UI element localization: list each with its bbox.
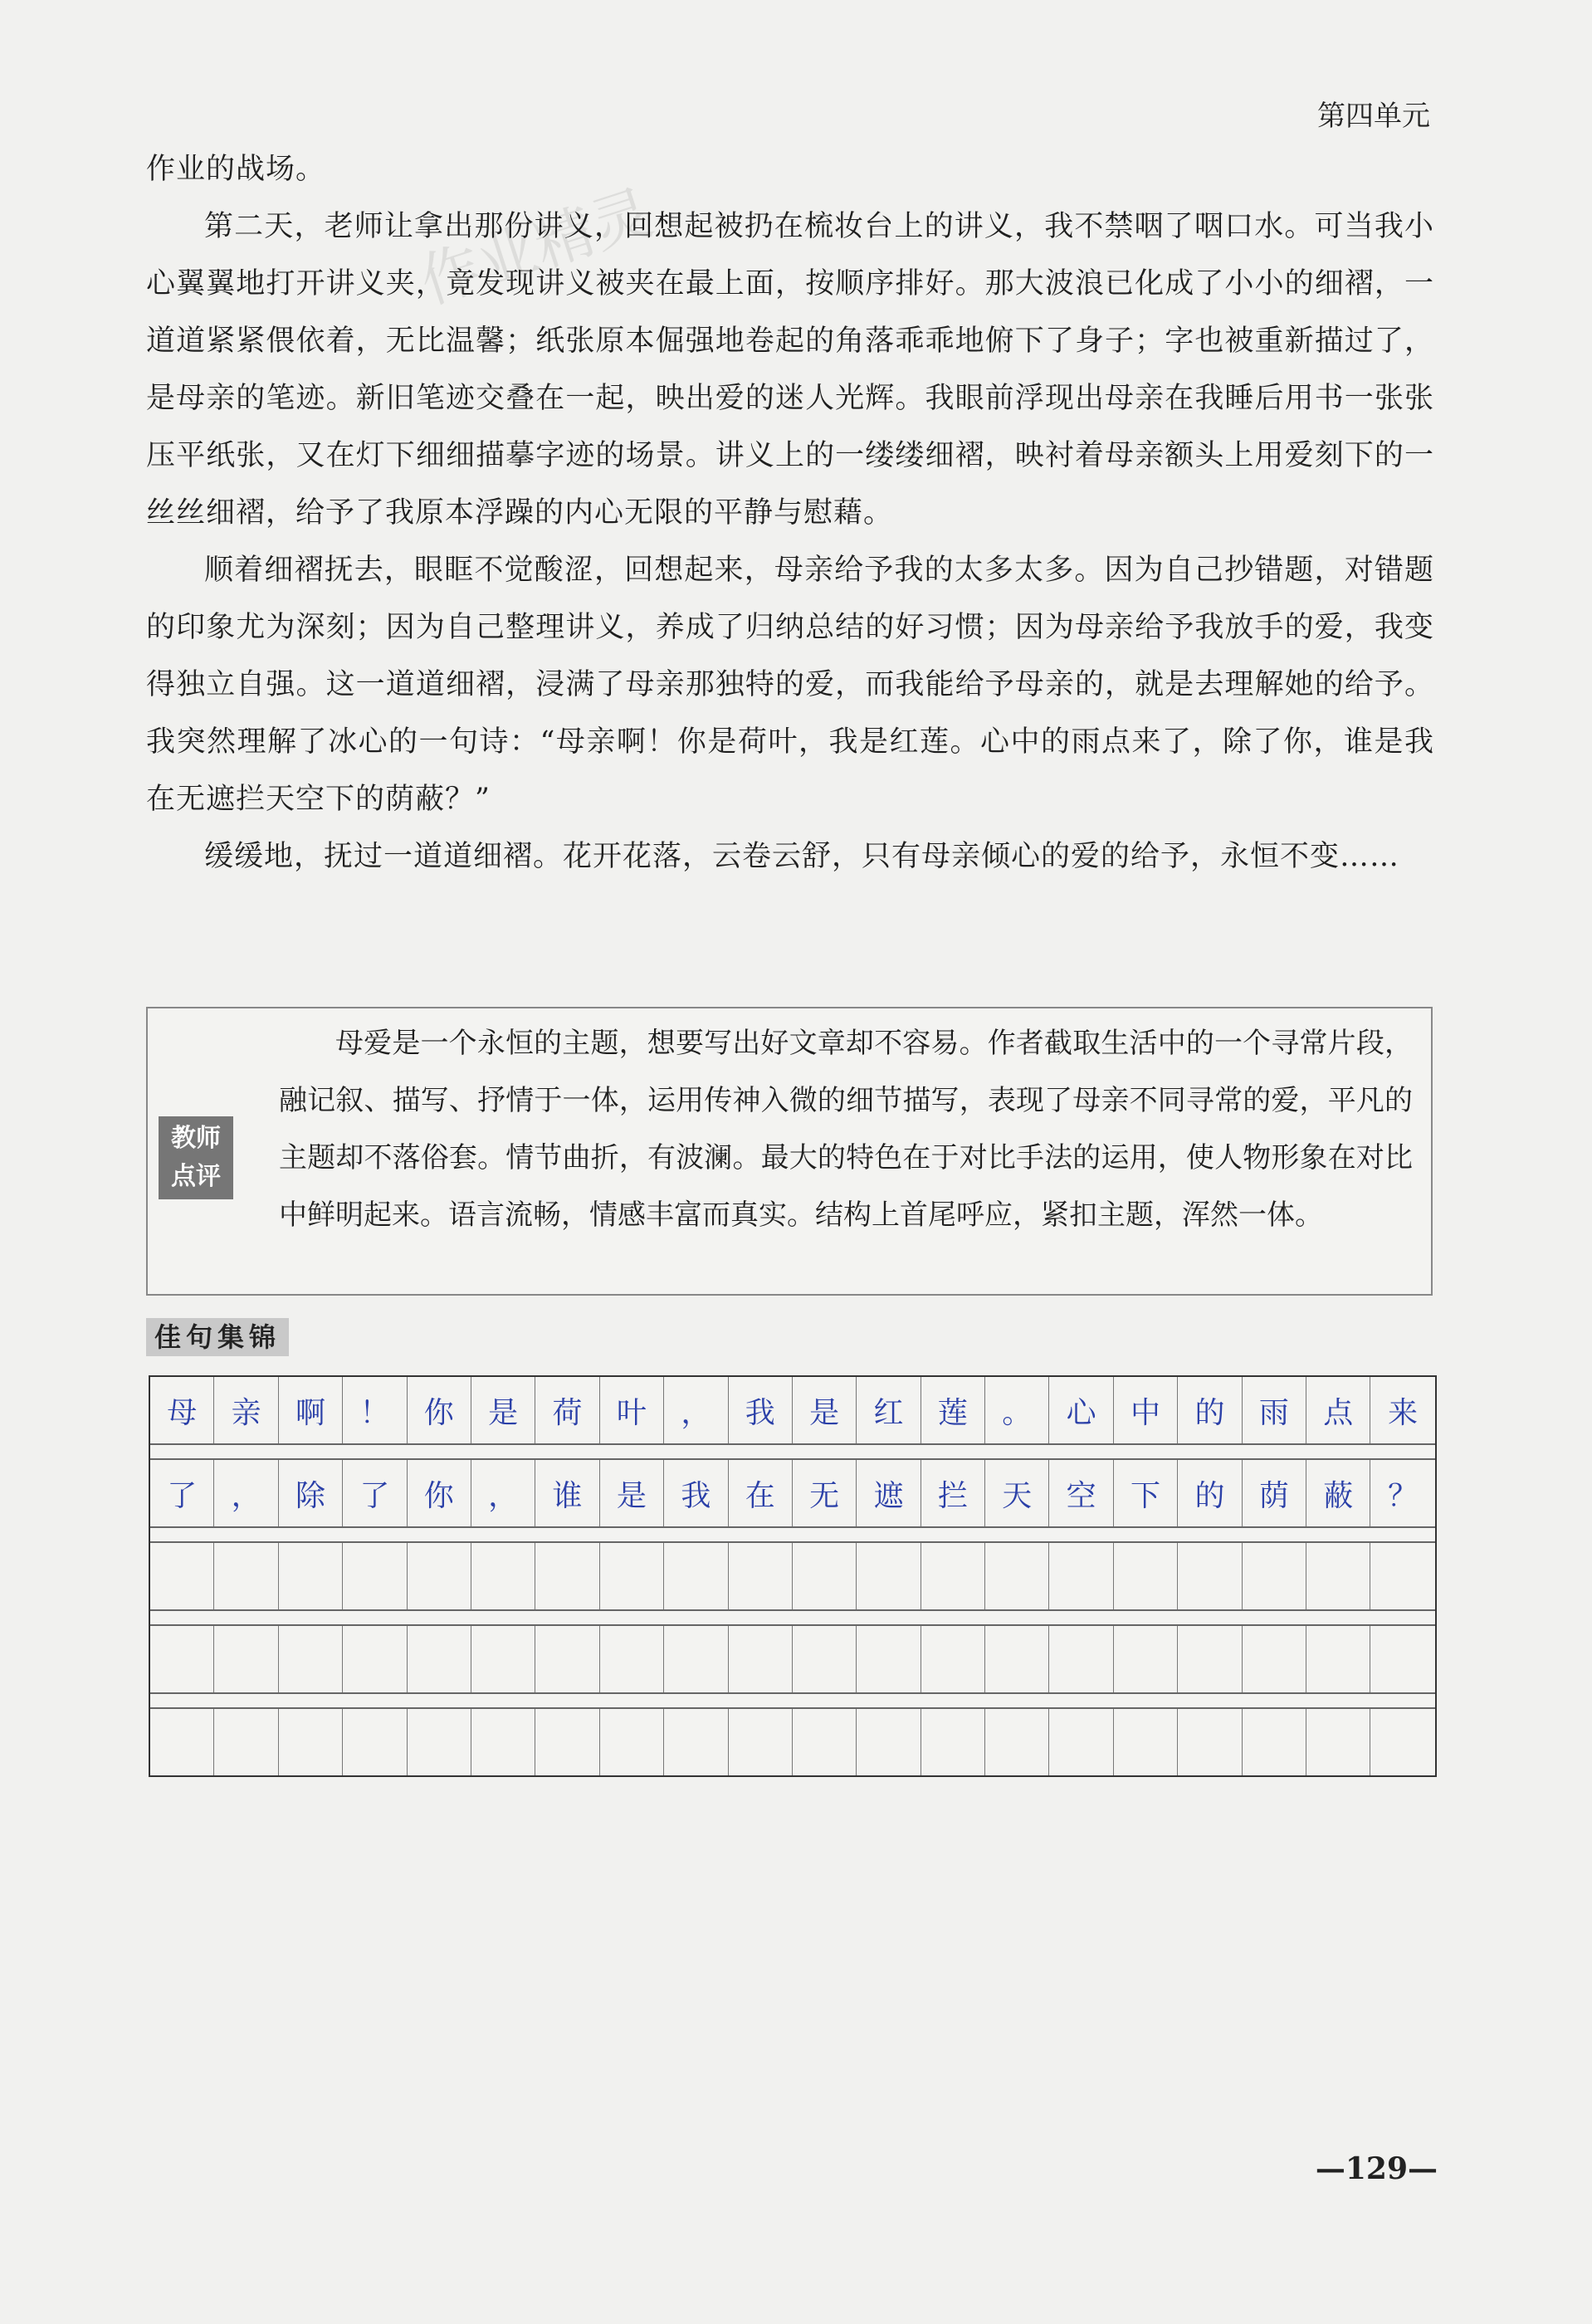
grid-cell [600,1626,664,1692]
grid-cell: 遮 [857,1460,921,1526]
grid-cell: 拦 [921,1460,985,1526]
grid-cell: 谁 [535,1460,599,1526]
essay-paragraph: 作业的战场。 [146,153,326,186]
grid-cell [857,1709,921,1775]
grid-cell: 雨 [1243,1377,1306,1443]
grid-cell [535,1626,599,1692]
grid-cell [535,1543,599,1609]
essay-paragraph: 顺着细褶抚去，眼眶不觉酸涩，回想起来，母亲给予我的太多太多。因为自己抄错题，对错题的印象尤为深刻；因为自己整理讲义，养成了归纳总结的好习惯；因为母亲给予我放手的爱，我变得独立自强。这一道道细褶，浸满了母亲那独特的爱，而我能给予母亲的，就是去理解她的给予。我突然理解了冰心的一句诗：“母亲啊！你是荷叶，我是红莲。心中的雨点来了，除了你，谁是我在无遮拦天空下的荫蔽？” [146,554,1434,816]
essay-paragraph: 第二天，老师让拿出那份讲义，回想起被扔在梳妆台上的讲义，我不禁咽了咽口水。可当我小心翼翼地打开讲义夹，竟发现讲义被夹在最上面，按顺序排好。那大波浪已化成了小小的细褶，一道道紧紧偎依着，无比温馨；纸张原本倔强地卷起的角落乖乖地俯下了身子；字也被重新描过了，是母亲的笔迹。新旧笔迹交叠在一起，映出爱的迷人光辉。我眼前浮现出母亲在我睡后用书一张张压平纸张，又在灯下细细描摹字迹的场景。讲义上的一缕缕细褶，映衬着母亲额头上用爱刻下的一丝丝细褶，给予了我原本浮躁的内心无限的平静与慰藉。 [146,210,1434,530]
grid-cell [921,1626,985,1692]
unit-header: 第四单元 [1317,100,1430,133]
grid-cell: 天 [985,1460,1049,1526]
grid-cell [1306,1626,1370,1692]
writing-grid [149,1375,1437,1777]
grid-cell: 荷 [535,1377,599,1443]
grid-cell: 叶 [600,1377,664,1443]
grid-cell [214,1543,278,1609]
grid-cell [1178,1626,1242,1692]
grid-cell [1370,1709,1434,1775]
grid-cell: ， [664,1377,728,1443]
grid-cell: 除 [279,1460,343,1526]
grid-cell: 是 [471,1377,535,1443]
grid-cell: 的 [1178,1460,1242,1526]
grid-cell [1306,1543,1370,1609]
grid-cell [408,1626,471,1692]
grid-cell [1049,1709,1113,1775]
grid-row [150,1626,1435,1694]
grid-cell [1114,1626,1178,1692]
grid-cell [471,1626,535,1692]
essay-paragraph: 缓缓地，抚过一道道细褶。花开花落，云卷云舒，只有母亲倾心的爱的给予，永恒不变…… [204,840,1400,873]
grid-cell [600,1709,664,1775]
grid-cell: ， [214,1460,278,1526]
grid-cell [985,1543,1049,1609]
grid-cell: 你 [408,1460,471,1526]
grid-cell [1178,1543,1242,1609]
grid-cell [471,1543,535,1609]
page-number: —129— [1315,2151,1438,2186]
grid-cell: 点 [1306,1377,1370,1443]
grid-cell: 啊 [279,1377,343,1443]
grid-cell [985,1626,1049,1692]
grid-cell [1243,1543,1306,1609]
grid-cell [793,1626,857,1692]
grid-cell: 来 [1388,1395,1419,1430]
grid-row [150,1460,1435,1528]
teacher-comment-box [146,1007,1433,1296]
excerpt-section-title: 佳句集锦 [146,1318,289,1356]
grid-cell: ， [471,1460,535,1526]
teacher-comment-tag [159,1116,233,1199]
grid-row [150,1543,1435,1611]
grid-cell: ？ [1388,1478,1419,1513]
grid-row [150,1377,1435,1445]
teacher-comment-tag-line1: 教师 [171,1124,221,1153]
grid-cell [1049,1626,1113,1692]
grid-cell [664,1543,728,1609]
grid-cell [664,1709,728,1775]
grid-cell [1243,1626,1306,1692]
grid-cell: 无 [793,1460,857,1526]
grid-cell [1114,1543,1178,1609]
grid-cell [1114,1709,1178,1775]
grid-cell [279,1626,343,1692]
grid-cell [1243,1709,1306,1775]
grid-cell [1370,1626,1434,1692]
teacher-comment-paragraph: 母爱是一个永恒的主题，想要写出好文章却不容易。作者截取生活中的一个寻常片段，融记叙、描写、抒情于一体，运用传神入微的细节描写，表现了母亲不同寻常的爱，平凡的主题却不落俗套。情节曲折，有波澜。最大的特色在于对比手法的运用，使人物形象在对比中鲜明起来。语言流畅，情感丰富而真实。结构上首尾呼应，紧扣主题，浑然一体。 [279,1027,1413,1232]
grid-cell [150,1709,214,1775]
grid-cell: 我 [729,1377,793,1443]
essay-body [146,141,1434,886]
grid-cell [279,1543,343,1609]
grid-cell: ！ [343,1377,407,1443]
grid-cell [408,1543,471,1609]
grid-cell [600,1543,664,1609]
grid-cell [729,1709,793,1775]
grid-row-gap [150,1445,1435,1460]
grid-cell: 了 [150,1460,214,1526]
grid-cell [921,1543,985,1609]
grid-cell: 是 [600,1460,664,1526]
grid-cell [214,1626,278,1692]
grid-cell: 你 [408,1377,471,1443]
grid-cell [535,1709,599,1775]
grid-cell: 母 [150,1377,214,1443]
grid-cell [279,1709,343,1775]
grid-cell [793,1709,857,1775]
grid-cell [857,1543,921,1609]
grid-cell [985,1709,1049,1775]
grid-cell: 心 [1049,1377,1113,1443]
grid-cell [343,1709,407,1775]
grid-cell: 我 [664,1460,728,1526]
grid-row [150,1709,1435,1775]
grid-row-gap [150,1694,1435,1709]
grid-cell: 蔽 [1306,1460,1370,1526]
grid-cell: 中 [1114,1377,1178,1443]
grid-cell: 莲 [921,1377,985,1443]
grid-cell [1370,1543,1434,1609]
grid-cell: 。 [985,1377,1049,1443]
grid-cell [214,1709,278,1775]
grid-cell [150,1543,214,1609]
grid-cell [921,1709,985,1775]
grid-cell [343,1543,407,1609]
grid-cell [793,1543,857,1609]
grid-cell: 的 [1178,1377,1242,1443]
grid-cell: 亲 [214,1377,278,1443]
grid-cell: 是 [793,1377,857,1443]
grid-cell: 下 [1114,1460,1178,1526]
grid-cell [857,1626,921,1692]
grid-cell [150,1626,214,1692]
grid-cell [343,1626,407,1692]
teacher-comment-tag-line2: 点评 [171,1162,221,1191]
grid-row-gap [150,1528,1435,1543]
grid-cell: 了 [343,1460,407,1526]
grid-cell [664,1626,728,1692]
grid-cell [1049,1543,1113,1609]
teacher-comment-text [279,1015,1413,1244]
grid-cell [1178,1709,1242,1775]
grid-cell [408,1709,471,1775]
watermark-top: 作业精灵 [411,177,661,318]
grid-row-gap [150,1611,1435,1626]
grid-cell: 在 [729,1460,793,1526]
grid-cell [729,1626,793,1692]
grid-cell: 荫 [1243,1460,1306,1526]
grid-cell: 空 [1049,1460,1113,1526]
grid-cell [471,1709,535,1775]
grid-cell [1306,1709,1370,1775]
grid-cell: 红 [857,1377,921,1443]
grid-cell [729,1543,793,1609]
